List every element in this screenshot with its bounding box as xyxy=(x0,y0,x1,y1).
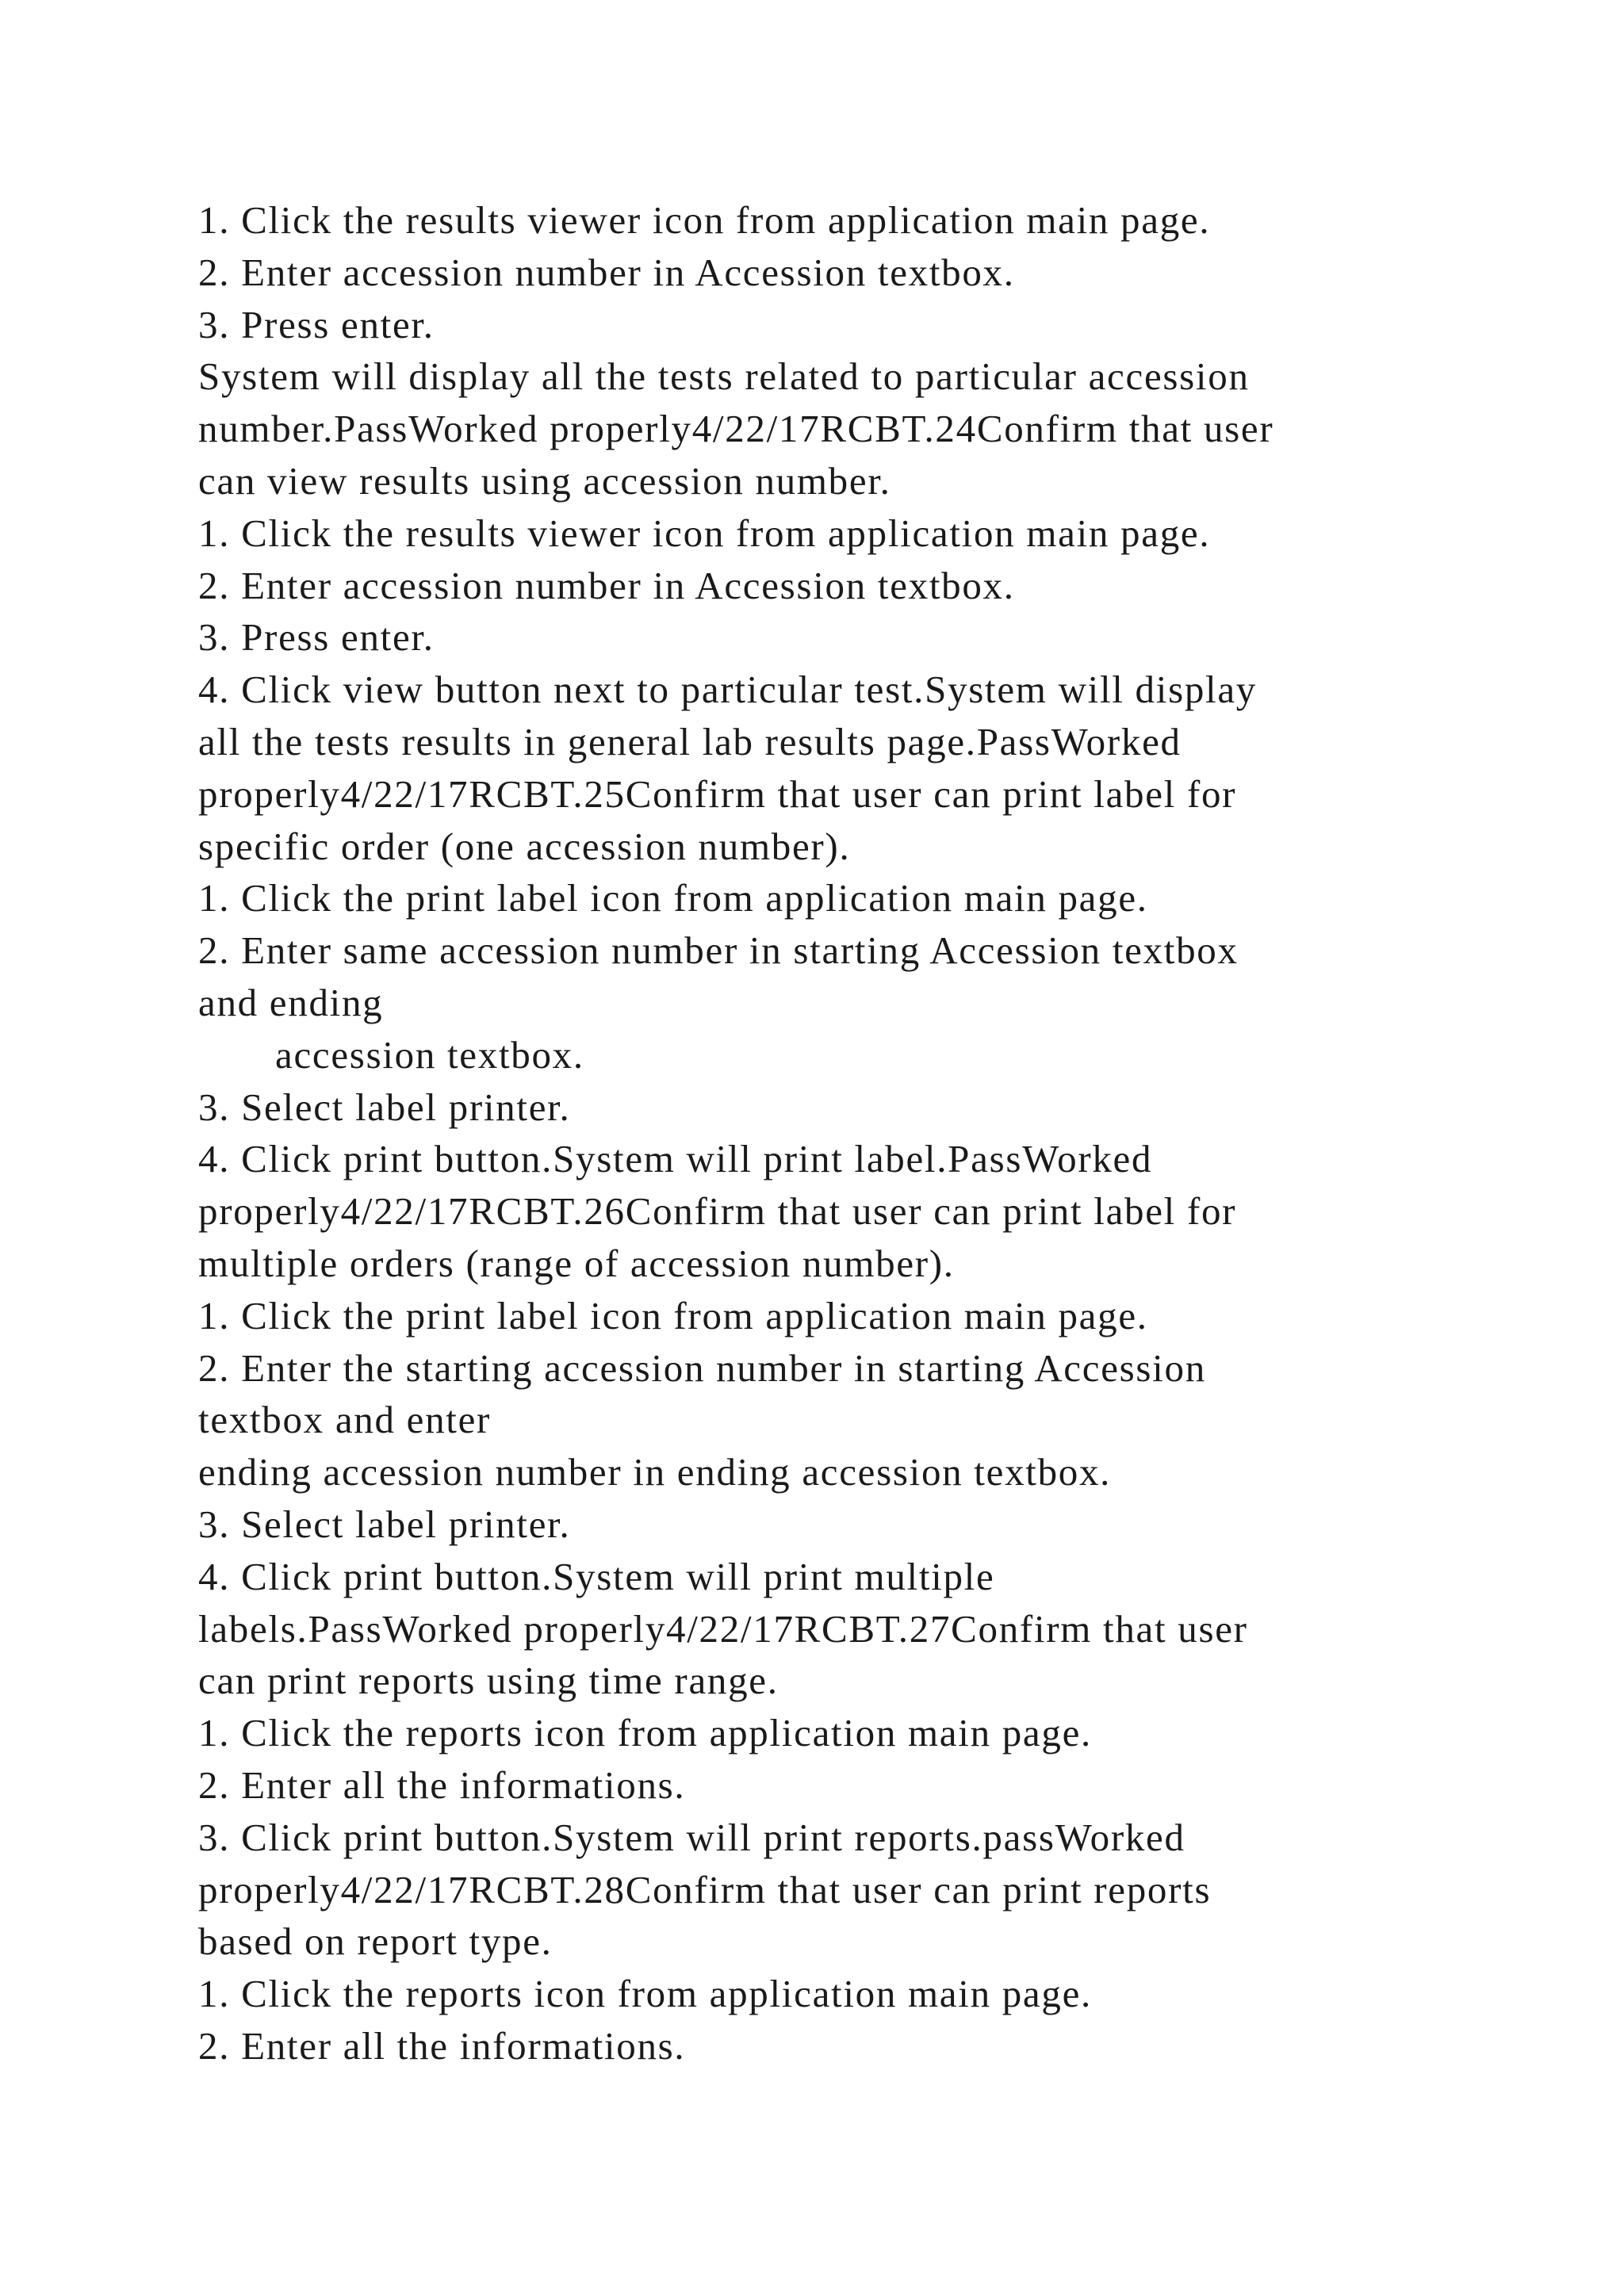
text-line: 1. Click the reports icon from application main page. xyxy=(198,1711,1092,1755)
text-line: 2. Enter the starting accession number in starting Accession xyxy=(198,1345,1206,1390)
text-line: and ending xyxy=(198,980,384,1024)
text-line: 1. Click the results viewer icon from application main page. xyxy=(198,198,1211,242)
text-line: 2. Enter all the informations. xyxy=(198,1762,686,1807)
text-line-indented: accession textbox. xyxy=(275,1032,584,1077)
text-line: multiple orders (range of accession number). xyxy=(198,1241,955,1285)
text-line: 1. Click the print label icon from application main page. xyxy=(198,876,1148,920)
text-line: 3. Select label printer. xyxy=(198,1085,571,1129)
text-line: 1. Click the results viewer icon from application main page. xyxy=(198,511,1211,555)
text-line: textbox and enter xyxy=(198,1398,492,1442)
text-line: 3. Press enter. xyxy=(198,302,435,346)
text-line: 4. Click print button.System will print label.PassWorked xyxy=(198,1137,1153,1181)
text-line: 2. Enter accession number in Accession textbox. xyxy=(198,250,1015,294)
text-line: properly4/22/17RCBT.28Confirm that user can print reports xyxy=(198,1867,1212,1911)
text-line: number.PassWorked properly4/22/17RCBT.24Confirm that user xyxy=(198,407,1274,451)
text-line: 1. Click the reports icon from application main page. xyxy=(198,1972,1092,2016)
text-line: can print reports using time range. xyxy=(198,1659,779,1703)
text-line: based on report type. xyxy=(198,1919,553,1964)
text-line: labels.PassWorked properly4/22/17RCBT.27Confirm that user xyxy=(198,1606,1248,1651)
text-line: 3. Press enter. xyxy=(198,615,435,660)
text-line: 4. Click view button next to particular test.System will display xyxy=(198,668,1257,712)
text-line: can view results using accession number. xyxy=(198,458,891,503)
text-line: all the tests results in general lab results page.PassWorked xyxy=(198,719,1182,763)
text-line: 2. Enter accession number in Accession textbox. xyxy=(198,563,1015,607)
text-line: 4. Click print button.System will print multiple xyxy=(198,1554,995,1598)
text-line: 2. Enter same accession number in starting Accession textbox xyxy=(198,928,1239,973)
text-line: 3. Click print button.System will print reports.passWorked xyxy=(198,1815,1185,1859)
text-line: properly4/22/17RCBT.26Confirm that user can print label for xyxy=(198,1189,1237,1234)
text-line: 2. Enter all the informations. xyxy=(198,2023,686,2068)
text-line: properly4/22/17RCBT.25Confirm that user can print label for xyxy=(198,771,1237,816)
text-line: specific order (one accession number). xyxy=(198,824,851,868)
text-line: 3. Select label printer. xyxy=(198,1502,571,1546)
text-line: System will display all the tests related to particular accession xyxy=(198,354,1250,399)
text-line: 1. Click the print label icon from application main page. xyxy=(198,1293,1148,1337)
text-line: ending accession number in ending accession textbox. xyxy=(198,1450,1112,1494)
document-text xyxy=(198,194,1467,2072)
